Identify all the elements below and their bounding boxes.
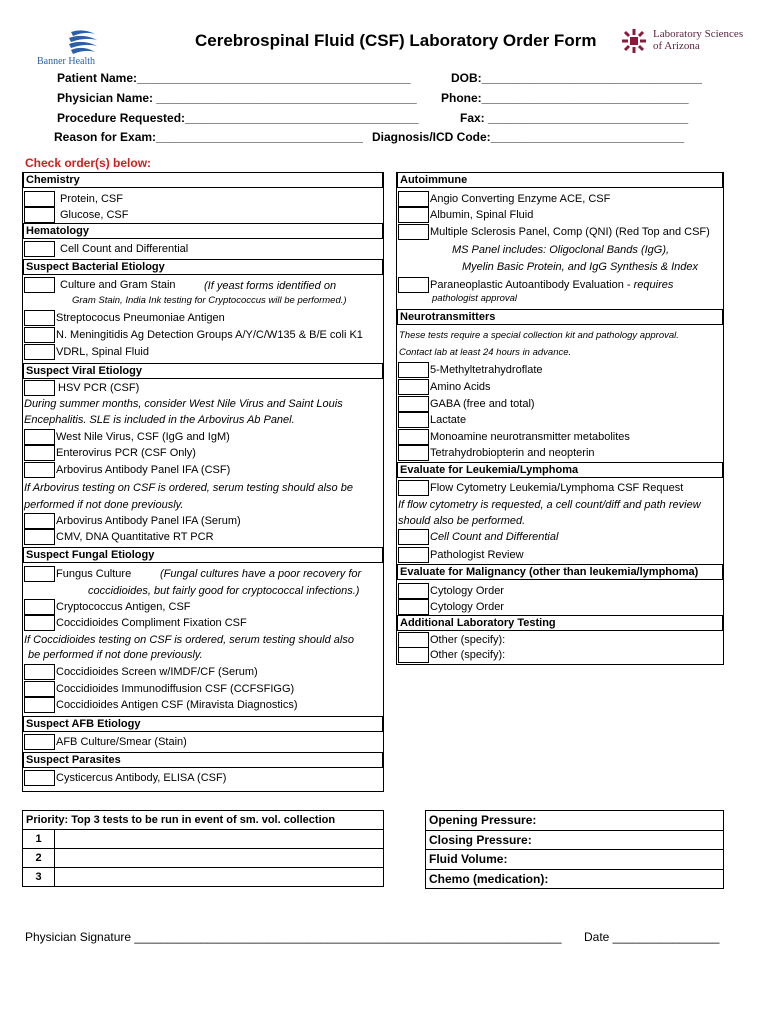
checkbox-nmen[interactable]	[24, 327, 55, 343]
section-fungal: Suspect Fungal Etiology	[22, 547, 384, 563]
priority-input-1[interactable]	[55, 830, 384, 849]
priority-table	[22, 810, 384, 887]
checkbox-other-1[interactable]	[398, 632, 429, 648]
section-neuro: Neurotransmitters	[396, 309, 724, 325]
checkbox-fungus[interactable]	[24, 566, 55, 582]
note-ms-2: Myelin Basic Protein, and IgG Synthesis & Index	[462, 261, 699, 273]
checkbox-cocci-immuno[interactable]	[24, 681, 55, 697]
note-cocci-2: be performed if not done previously.	[28, 649, 203, 661]
checkbox-cyto-1[interactable]	[398, 583, 429, 599]
label-cocci-immuno: Coccidioides Immunodiffusion CSF (CCFSFIGG)	[56, 683, 295, 695]
label-glucose: Glucose, CSF	[60, 209, 129, 221]
label-other-1: Other (specify):	[430, 634, 506, 646]
fluid-volume-field[interactable]: Fluid Volume:	[426, 850, 724, 870]
note-flow-2: should also be performed.	[398, 515, 526, 527]
label-cmv: CMV, DNA Quantitative RT PCR	[56, 531, 214, 543]
checkbox-gaba[interactable]	[398, 396, 429, 412]
label-amino: Amino Acids	[430, 381, 491, 393]
section-bacterial: Suspect Bacterial Etiology	[22, 259, 384, 275]
note-flow-1: If flow cytometry is requested, a cell count/diff and path review	[398, 499, 701, 511]
label-protein: Protein, CSF	[60, 193, 123, 205]
checkbox-monoamine[interactable]	[398, 429, 429, 445]
priority-input-3[interactable]	[55, 868, 384, 887]
checkbox-mthf[interactable]	[398, 362, 429, 378]
checkbox-cocci-screen[interactable]	[24, 664, 55, 680]
dob-field[interactable]: DOB:_________________________________	[451, 71, 702, 85]
label-other-2: Other (specify):	[430, 649, 506, 661]
label-arbo-csf: Arbovirus Antibody Panel IFA (CSF)	[56, 464, 231, 476]
lsa-logo	[620, 27, 760, 57]
note-fungus-1: (Fungal cultures have a poor recovery for	[160, 568, 362, 580]
section-leukemia: Evaluate for Leukemia/Lymphoma	[396, 462, 724, 478]
checkbox-path-review[interactable]	[398, 547, 429, 563]
label-paraneo: Paraneoplastic Autoantibody Evaluation - requires	[430, 279, 674, 291]
label-ace: Angio Converting Enzyme ACE, CSF	[430, 193, 611, 205]
section-parasites: Suspect Parasites	[22, 752, 384, 768]
label-crypto: Cryptococcus Antigen, CSF	[56, 601, 191, 613]
checkbox-paraneo[interactable]	[398, 277, 429, 293]
priority-number: 2	[23, 849, 55, 868]
fax-field[interactable]: Fax: ______________________________	[460, 111, 689, 125]
note-paraneo: pathologist approval	[432, 293, 518, 304]
label-monoamine: Monoamine neurotransmitter metabolites	[430, 431, 630, 443]
chemo-field[interactable]: Chemo (medication):	[426, 869, 724, 889]
closing-pressure-field[interactable]: Closing Pressure:	[426, 830, 724, 850]
label-nmen: N. Meningitidis Ag Detection Groups A/Y/C/W135 & B/E coli K1	[56, 329, 363, 341]
checkbox-protein[interactable]	[24, 191, 55, 207]
note-cocci-1: If Coccidioides testing on CSF is ordered, serum testing should also	[24, 634, 354, 646]
label-culture-gram: Culture and Gram Stain	[60, 279, 176, 291]
priority-header: Priority: Top 3 tests to be run in event of sm. vol. collection	[23, 811, 384, 830]
checkbox-wnv[interactable]	[24, 429, 55, 445]
measurements-table	[425, 810, 724, 889]
checkbox-culture-gram[interactable]	[24, 277, 55, 293]
checkbox-arbo-csf[interactable]	[24, 462, 55, 478]
patient-name-field[interactable]: Patient Name:_________________________________________	[57, 71, 411, 85]
checkbox-cocci-ag[interactable]	[24, 697, 55, 713]
checkbox-flow[interactable]	[398, 480, 429, 496]
lsa-emblem-icon	[620, 27, 648, 55]
phone-field[interactable]: Phone:_______________________________	[441, 91, 689, 105]
label-flow: Flow Cytometry Leukemia/Lymphoma CSF Request	[430, 482, 684, 494]
label-cyto-1: Cytology Order	[430, 585, 504, 597]
label-vdrl: VDRL, Spinal Fluid	[56, 346, 149, 358]
checkbox-tetra[interactable]	[398, 445, 429, 461]
label-mthf: 5-Methyltetrahydroflate	[430, 364, 543, 376]
note-neuro-1: These tests require a special collection kit and pathology approval.	[399, 330, 679, 341]
label-entero: Enterovirus PCR (CSF Only)	[56, 447, 196, 459]
checkbox-amino[interactable]	[398, 379, 429, 395]
banner-logo-text: Banner Health	[37, 56, 96, 67]
note-neuro-2: Contact lab at least 24 hours in advance.	[399, 347, 572, 358]
checkbox-hsv[interactable]	[24, 380, 55, 396]
section-afb: Suspect AFB Etiology	[22, 716, 384, 732]
label-path-review: Pathologist Review	[430, 549, 524, 561]
physician-name-field[interactable]: Physician Name: _______________________________________	[57, 91, 417, 105]
checkbox-ms[interactable]	[398, 224, 429, 240]
label-wnv: West Nile Virus, CSF (IgG and IgM)	[56, 431, 230, 443]
note-fungus-2: coccidioides, but fairly good for cryptococcal infections.)	[88, 585, 360, 597]
checkbox-other-2[interactable]	[398, 647, 429, 663]
checkbox-cyto-2[interactable]	[398, 599, 429, 615]
checkbox-ace[interactable]	[398, 191, 429, 207]
checkbox-glucose[interactable]	[24, 207, 55, 223]
label-lactate: Lactate	[430, 414, 467, 426]
checkbox-crypto[interactable]	[24, 599, 55, 615]
procedure-field[interactable]: Procedure Requested:___________________________________	[57, 111, 419, 125]
label-cocci-screen: Coccidioides Screen w/IMDF/CF (Serum)	[56, 666, 258, 678]
label-gaba: GABA (free and total)	[430, 398, 535, 410]
label-cysticercus: Cysticercus Antibody, ELISA (CSF)	[56, 772, 227, 784]
check-orders-title: Check order(s) below:	[25, 156, 152, 170]
priority-number: 3	[23, 868, 55, 887]
physician-signature-field[interactable]: Physician Signature ________________________________________________________________	[25, 930, 562, 944]
section-hematology: Hematology	[22, 223, 384, 239]
priority-number: 1	[23, 830, 55, 849]
priority-input-2[interactable]	[55, 849, 384, 868]
checkbox-arbo-serum[interactable]	[24, 513, 55, 529]
note-viral-1: During summer months, consider West Nile Virus and Saint Louis	[24, 398, 343, 410]
label-cell-count: Cell Count and Differential	[60, 243, 189, 255]
checkbox-cmv[interactable]	[24, 529, 55, 545]
note-arbo-1: If Arbovirus testing on CSF is ordered, serum testing should also be	[24, 482, 353, 494]
label-arbo-serum: Arbovirus Antibody Panel IFA (Serum)	[56, 515, 241, 527]
label-afb: AFB Culture/Smear (Stain)	[56, 736, 187, 748]
reason-field[interactable]: Reason for Exam:_______________________________	[54, 130, 363, 144]
note-arbo-2: performed if not done previously.	[24, 499, 184, 511]
note-viral-2: Encephalitis. SLE is included in the Arbovirus Ab Panel.	[24, 414, 295, 426]
diagnosis-field[interactable]: Diagnosis/ICD Code:_____________________________	[372, 130, 685, 144]
checkbox-cell-count[interactable]	[24, 241, 55, 257]
checkbox-albumin[interactable]	[398, 207, 429, 223]
label-cocci-ag: Coccidioides Antigen CSF (Miravista Diagnostics)	[56, 699, 298, 711]
section-malignancy: Evaluate for Malignancy (other than leukemia/lymphoma)	[396, 564, 724, 580]
checkbox-afb[interactable]	[24, 734, 55, 750]
label-cyto-2: Cytology Order	[430, 601, 504, 613]
checkbox-cell-count-right[interactable]	[398, 529, 429, 545]
label-hsv: HSV PCR (CSF)	[58, 382, 140, 394]
checkbox-vdrl[interactable]	[24, 344, 55, 360]
section-chemistry: Chemistry	[22, 172, 384, 188]
label-cocci-cf: Coccidioides Compliment Fixation CSF	[56, 617, 247, 629]
checkbox-cocci-cf[interactable]	[24, 615, 55, 631]
note-culture-1: (If yeast forms identified on	[204, 280, 337, 292]
label-albumin: Albumin, Spinal Fluid	[430, 209, 534, 221]
checkbox-cysticercus[interactable]	[24, 770, 55, 786]
checkbox-lactate[interactable]	[398, 412, 429, 428]
checkbox-entero[interactable]	[24, 445, 55, 461]
banner-wave-icon	[63, 28, 103, 58]
label-fungus: Fungus Culture	[56, 568, 132, 580]
label-cell-count-right: Cell Count and Differential	[430, 531, 559, 543]
section-viral: Suspect Viral Etiology	[22, 363, 384, 379]
checkbox-strep[interactable]	[24, 310, 55, 326]
section-autoimmune: Autoimmune	[396, 172, 724, 188]
date-field[interactable]: Date ________________	[584, 930, 720, 944]
lsa-logo-text: Laboratory Sciences of Arizona	[653, 28, 744, 52]
banner-health-logo	[30, 28, 125, 68]
label-strep: Streptococus Pneumoniae Antigen	[56, 312, 225, 324]
section-additional: Additional Laboratory Testing	[396, 615, 724, 631]
note-ms-1: MS Panel includes: Oligoclonal Bands (IgG),	[452, 244, 670, 256]
note-culture-2: Gram Stain, India Ink testing for Cryptococcus will be performed.)	[72, 295, 347, 306]
page-title: Cerebrospinal Fluid (CSF) Laboratory Order Form	[195, 31, 597, 50]
opening-pressure-field[interactable]: Opening Pressure:	[426, 811, 724, 831]
label-ms: Multiple Sclerosis Panel, Comp (QNI) (Red Top and CSF)	[430, 226, 710, 238]
label-tetra: Tetrahydrobiopterin and neopterin	[430, 447, 595, 459]
